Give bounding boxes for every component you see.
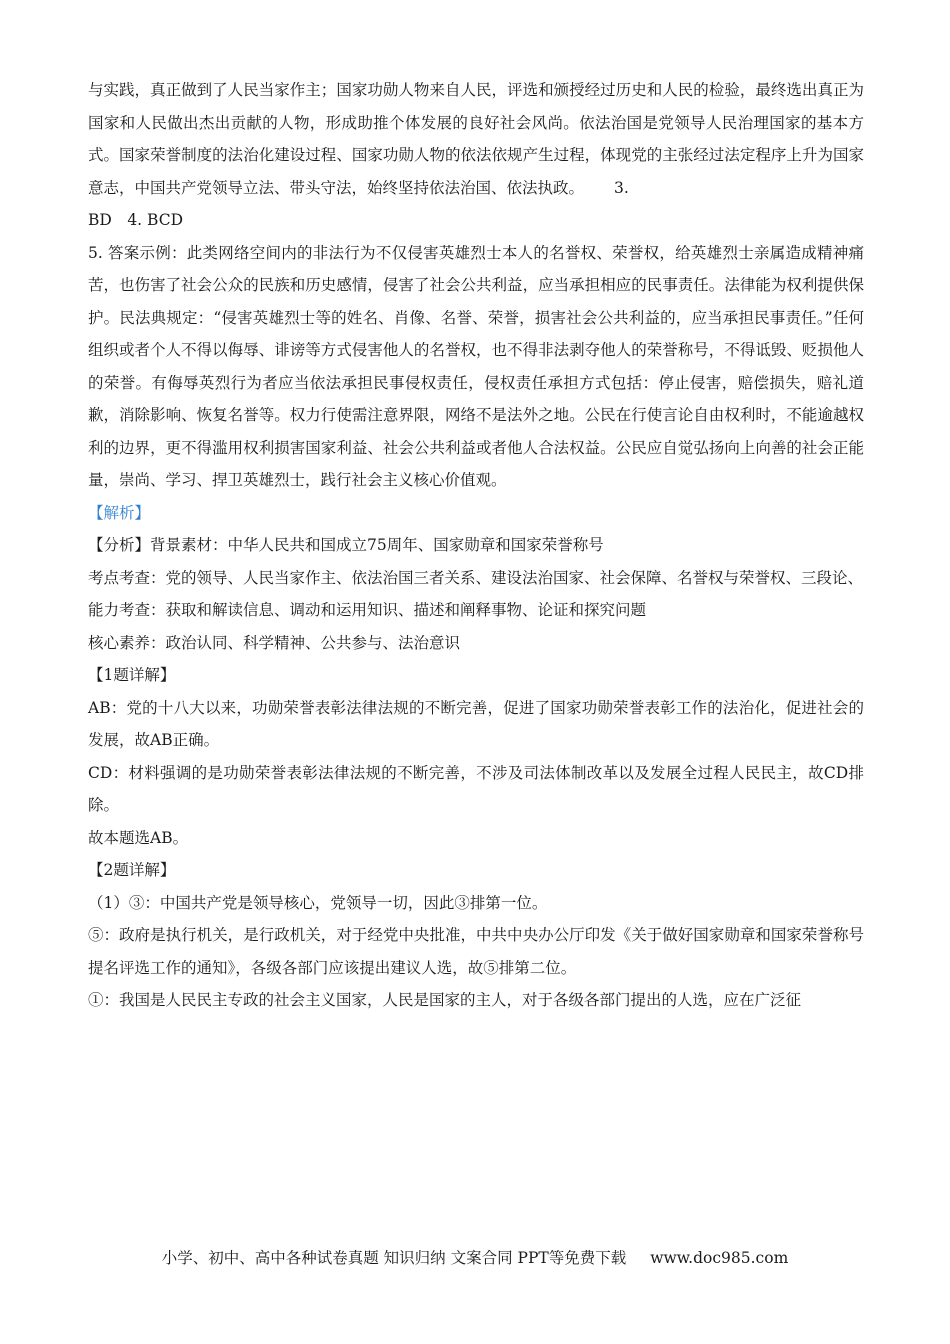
question-2-item-5: ⑤：政府是执行机关，是行政机关，对于经党中央批准，中共中央办公厅印发《关于做好国家勋章和国家荣誉称号提名评选工作的通知》，各级各部门应该提出建议人选，故⑤排第二位。: [88, 926, 864, 977]
paragraph-intro: [88, 74, 864, 204]
footer-url[interactable]: www.doc985.com: [650, 1249, 789, 1267]
question-3-number: 3.: [614, 178, 629, 197]
question-2-item-3: （1）③：中国共产党是领导核心，党领导一切，因此③排第一位。: [88, 893, 548, 912]
question-1-heading: 【1题详解】: [88, 666, 176, 684]
question-1-answer: 故本题选AB。: [88, 828, 189, 847]
question-2-item-1: ①：我国是人民民主专政的社会主义国家，人民是国家的主人，对于各级各部门提出的人选，应在广泛征: [88, 991, 802, 1009]
document-body: [88, 74, 864, 1017]
answer-5: 5. 答案示例：此类网络空间内的非法行为不仅侵害英雄烈士本人的名誉权、荣誉权，给英雄烈士亲属造成精神痛苦，也伤害了社会公众的民族和历史感情，侵害了社会公共利益，应当承担相应的民事责任。法律能为权利提供保护。民法典规定：“侵害英雄烈士等的姓名、肖像、名誉、荣誉，损害社会公共利益的，应当承担民事责任。”任何组织或者个人不得以侮辱、诽谤等方式侵害他人的名誉权，也不得非法剥夺他人的荣誉称号，不得诋毁、贬损他人的荣誉。有侮辱英烈行为者应当依法承担民事侵权责任，侵权责任承担方式包括：停止侵害，赔偿损失，赔礼道歉，消除影响、恢复名誉等。权力行使需注意界限，网络不是法外之地。公民在行使言论自由权利时，不能逾越权利的边界，更不得滥用权利损害国家利益、社会公共利益或者他人合法权益。公民应自觉弘扬向上向善的社会正能量，崇尚、学习、捍卫英雄烈士，践行社会主义核心价值观。: [88, 243, 864, 489]
analysis-knowledge-points: 考点考查：党的领导、人民当家作主、依法治国三者关系、建设法治国家、社会保障、名誉权与荣誉权、三段论、: [88, 568, 864, 587]
analysis-core-literacy: 核心素养：政治认同、科学精神、公共参与、法治意识: [88, 633, 461, 652]
analysis-abilities: 能力考查：获取和解读信息、调动和运用知识、描述和阐释事物、论证和探究问题: [88, 601, 647, 619]
analysis-background: 【分析】背景素材：中华人民共和国成立75周年、国家勋章和国家荣誉称号: [88, 536, 604, 554]
paragraph-intro-text: 与实践，真正做到了人民当家作主；国家功勋人物来自人民，评选和颁授经过历史和人民的检验，最终选出真正为国家和人民做出杰出贡献的人物，形成助推个体发展的良好社会风尚。依法治国是党领导人民治理国家的基本方式。国家荣誉制度的法治化建设过程、国家功勋人物的依法依规产生过程，体现党的主张经过法定程序上升为国家意志，中国共产党领导立法、带头守法，始终坚持依法治国、依法执政。: [88, 81, 864, 197]
answers-3-4: BD 4. BCD: [88, 211, 183, 229]
page-footer: [0, 1246, 950, 1268]
question-1-option-cd: CD：材料强调的是功勋荣誉表彰法律法规的不断完善，不涉及司法体制改革以及发展全过程人民民主，故CD排除。: [88, 763, 864, 814]
analysis-heading: 【解析】: [88, 503, 151, 522]
question-1-option-ab: AB：党的十八大以来，功勋荣誉表彰法律法规的不断完善，促进了国家功勋荣誉表彰工作的法治化，促进社会的发展，故AB正确。: [88, 698, 864, 749]
footer-text: 小学、初中、高中各种试卷真题 知识归纳 文案合同 PPT等免费下载: [161, 1249, 627, 1267]
question-2-heading: 【2题详解】: [88, 861, 176, 879]
